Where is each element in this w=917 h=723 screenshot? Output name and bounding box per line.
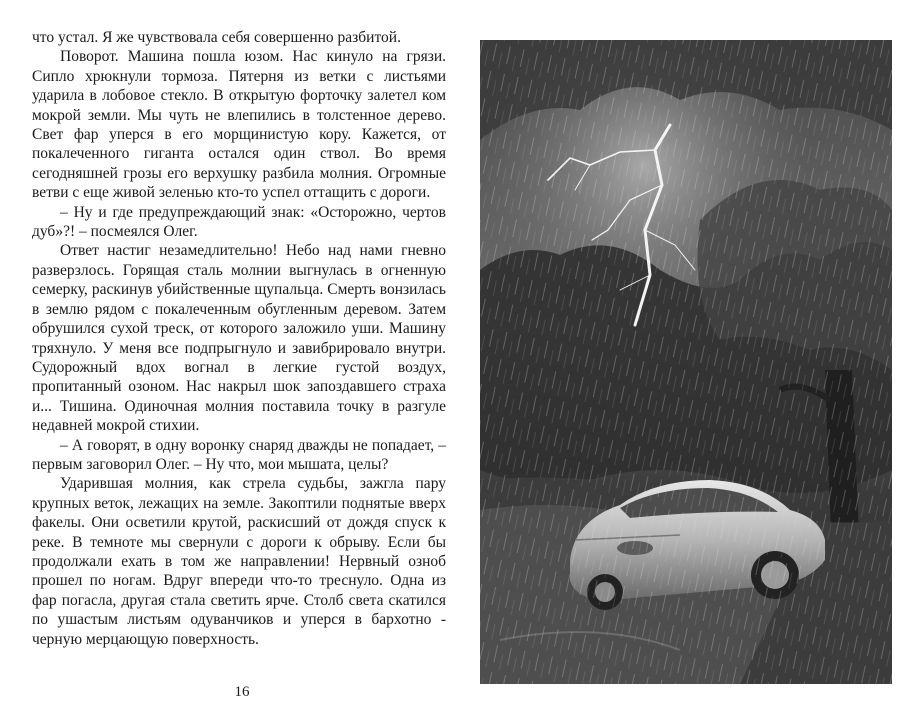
page-number: 16 (234, 684, 250, 700)
paragraph: Ударившая молния, как стрела судьбы, зажгла пару крупных веток, лежащих на земле. Закоптили поднятые вверх факелы. Они осветили крутой, раскисший от дождя спуск к реке. В темноте мы свернули с дороги к обрыву. Если бы продолжали ехать в том же направлении! Нервный озноб прошел по ногам. Вдруг впереди что-то треснуло. Одна из фар погасла, другая стала светить ярче. Столб света скатился по ушастым листьям одуванчиков и уперся в бархотно - черную мерцающую поверхность. (32, 475, 446, 648)
paragraph: Поворот. Машина пошла юзом. Нас кинуло на грязи. Сипло хрюкнули тормоза. Пятерня из ветки с листьями ударила в лобовое стекло. В открытую форточку залетел ком мокрой земли. Мы чуть не влепились в толстенное дерево. Свет фар уперся в его морщинистую кору. Кажется, от покалеченного гиганта остался один ствол. Во время сегодняшней грозы его верхушку разбила молния. Огромные ветви с еще живой зеленью кто-то успел оттащить с дороги. (32, 48, 446, 202)
paragraph: – Ну и где предупреждающий знак: «Осторожно, чертов дуб»?! – посмеялся Олег. (32, 203, 446, 241)
paragraph: – А говорят, в одну воронку снаряд дважды не попадает, – первым заговорил Олег. – Ну что, мои мышата, целы? (32, 436, 446, 473)
page-text-column (32, 28, 446, 649)
paragraph: Ответ настиг незамедлительно! Небо над нами гневно разверзлось. Горящая сталь молнии выгнулась в огненную семерку, раскинув убийственные щупальца. Смерть вонзилась в землю рядом с покалеченным обугленным деревом. Затем обрушился сухой треск, от которого заложило уши. Машину тряхнуло. У меня все подпрыгнуло и завибрировало внутри. Судорожный вдох вогнал в легкие густой воздух, пропитанный озоном. Нас накрыл шок запоздавшего страха и... Тишина. Одиночная молния поставила точку в разгуле недавней мокрой стихии. (32, 242, 446, 435)
paragraph: что устал. Я же чувствовала себя совершенно разбитой. (32, 29, 401, 46)
storm-car-illustration (480, 40, 892, 684)
illustration-drawing (480, 40, 892, 684)
